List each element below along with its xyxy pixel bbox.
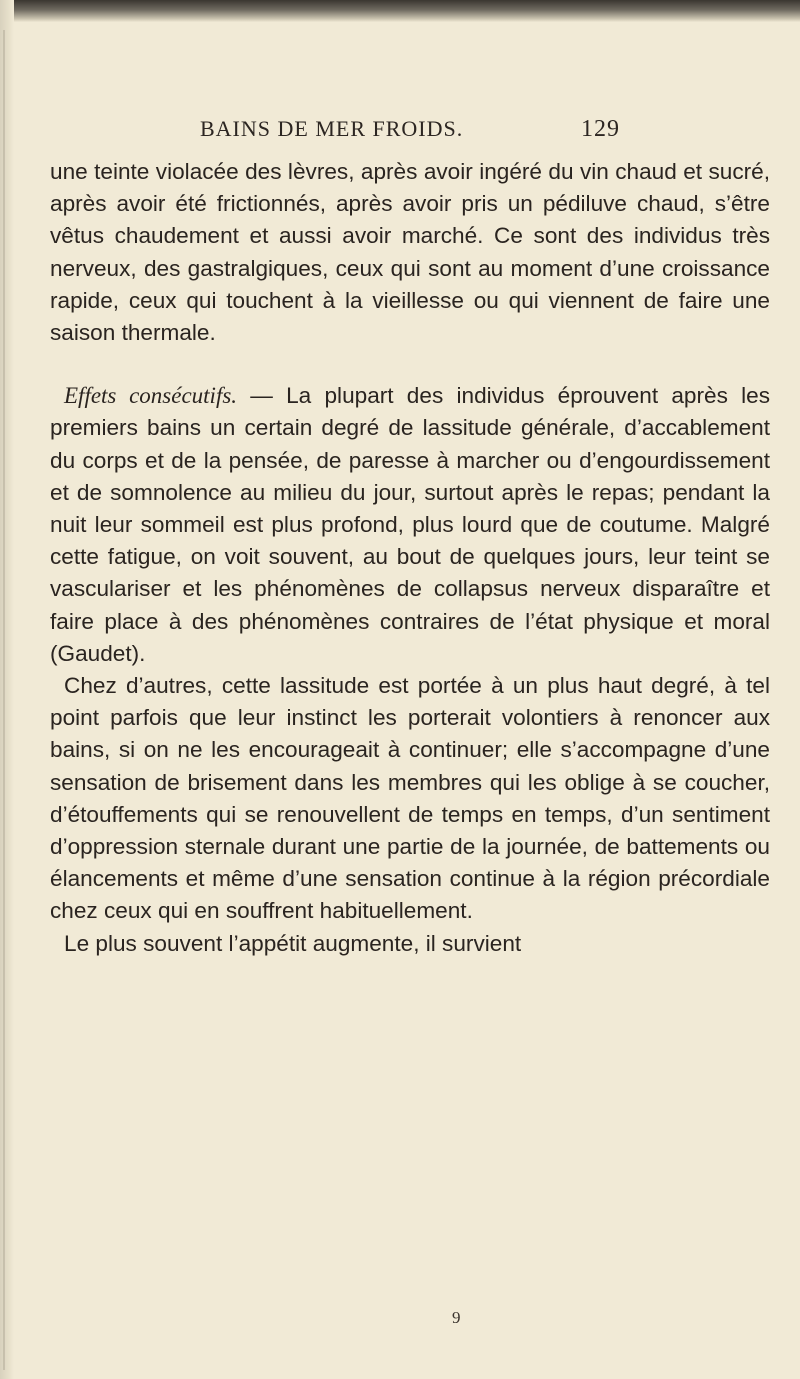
scan-left-edge [0, 0, 14, 1379]
page-number: 129 [581, 116, 620, 142]
paragraph-appetit: Le plus souvent l’appétit augmente, il survient [64, 930, 522, 956]
section-gap [50, 349, 770, 380]
scan-top-edge [0, 0, 800, 22]
body-text [50, 156, 770, 960]
signature-mark: 9 [452, 1308, 461, 1327]
paragraph-lassitude: Chez d’autres, cette lassitude est portée à un plus haut degré, à tel point parfois que leur instinct les porterait volontiers à renoncer aux bains, si on ne les encourageait à continuer; elle s’accompagne d’une sensation de brisement dans les membres qui les oblige à se coucher, d’étouffements qui se renouvellent de temps en temps, d’un sentiment d’oppression sternale durant une partie de la journée, de battements ou élancements et même d’une sensation continue à la région précordiale chez ceux qui en souffrent habituellement. [50, 673, 770, 924]
paragraph-effets-text: — La plupart des individus éprouvent après les premiers bains un certain degré de lassitude générale, d’accablement du corps et de la pensée, de paresse à marcher ou d’engourdissement et de somnolence au milieu du jour, surtout après le repas; pendant la nuit leur sommeil est plus profond, plus lourd que de coutume. Malgré cette fatigue, on voit souvent, au bout de quelques jours, leur teint se vasculariser et les phénomènes de collapsus nerveux disparaître et faire place à des phénomènes contraires de l’état physique et moral (Gaudet). [50, 383, 771, 666]
paragraph-effets [50, 380, 770, 670]
section-title: Effets consécutifs. [64, 383, 238, 409]
binding-shadow [3, 30, 5, 1370]
running-head-title: BAINS DE MER FROIDS. [200, 116, 464, 141]
paragraph-continued: une teinte violacée des lèvres, après avoir ingéré du vin chaud et sucré, après avoir été frictionnés, après avoir pris un pédiluve chaud, s’être vêtus chaudement et aussi avoir marché. Ce sont des individus très nerveux, des gastralgiques, ceux qui sont au moment d’une croissance rapide, ceux qui touchent à la vieillesse ou qui viennent de faire une saison thermale. [50, 159, 770, 346]
